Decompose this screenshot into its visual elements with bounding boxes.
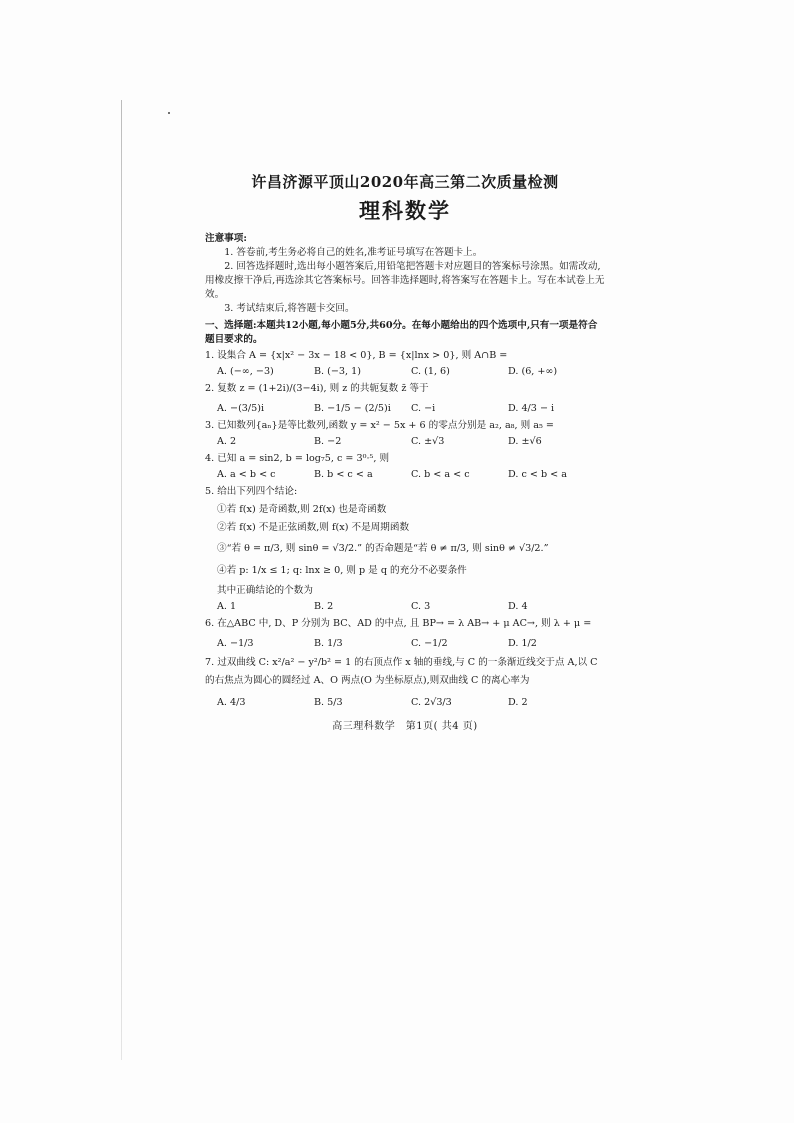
question-1 <box>205 349 605 379</box>
question-options <box>205 402 605 416</box>
option-c: C. 2√3/3 <box>411 697 452 709</box>
exam-page <box>205 170 605 735</box>
question-7 <box>205 654 605 710</box>
section-heading: 一、选择题:本题共12小题,每小题5分,共60分。在每小题给出的四个选项中,只有一项是符合题目要求的。 <box>205 319 598 345</box>
option-a: A. −1/3 <box>217 637 254 649</box>
option-a: A. 2 <box>217 435 237 447</box>
question-stem: 5. 给出下列四个结论: <box>205 485 298 497</box>
question-options <box>205 468 605 482</box>
option-a: A. a < b < c <box>217 468 276 480</box>
question-stem: 1. 设集合 A = {x|x² − 3x − 18 < 0}, B = {x|lnx > 0}, 则 A∩B = <box>205 350 508 362</box>
option-a: A. (−∞, −3) <box>217 366 274 378</box>
conclusion-item: ④若 p: 1/x ≤ 1; q: lnx ≥ 0, 则 p 是 q 的充分不必要条件 <box>217 565 467 577</box>
option-b: B. (−3, 1) <box>314 366 361 378</box>
conclusion-item: ②若 f(x) 不是正弦函数,则 f(x) 不是周期函数 <box>217 521 410 533</box>
question-options <box>205 637 605 651</box>
exam-title: 许昌济源平顶山2020年高三第二次质量检测 <box>251 173 559 191</box>
option-d: D. 4/3 − i <box>508 403 555 415</box>
question-options <box>205 365 605 379</box>
option-d: D. 1/2 <box>508 637 537 649</box>
question-6 <box>205 617 605 651</box>
question-options <box>205 435 605 449</box>
notice-item: 2. 回答选择题时,选出每小题答案后,用铅笔把答题卡对应题目的答案标号涂黑。如需改动,用橡皮擦干净后,再选涂其它答案标号。回答非选择题时,将答案写在答题卡上。写在本试卷上无效。 <box>205 261 605 300</box>
option-b: B. b < c < a <box>314 468 373 480</box>
option-d: D. ±√6 <box>508 435 542 447</box>
option-c: C. (1, 6) <box>411 366 450 378</box>
question-stem: 4. 已知 a = sin2, b = log₇5, c = 3⁰·⁵, 则 <box>205 452 390 464</box>
question-5 <box>205 485 605 614</box>
question-3 <box>205 419 605 449</box>
option-d: D. 2 <box>508 697 528 709</box>
question-stem: 2. 复数 z = (1+2i)/(3−4i), 则 z 的共轭复数 z̄ 等于 <box>205 383 429 395</box>
option-d: D. c < b < a <box>508 468 567 480</box>
option-b: B. −1/5 − (2/5)i <box>314 403 391 415</box>
option-c: C. 3 <box>411 601 431 613</box>
option-c: C. ±√3 <box>411 435 445 447</box>
notice-section <box>205 232 605 315</box>
conclusion-item: ①若 f(x) 是奇函数,则 2f(x) 也是奇函数 <box>217 503 387 515</box>
option-a: A. 4/3 <box>217 697 246 709</box>
question-2 <box>205 382 605 416</box>
option-c: C. −i <box>411 403 436 415</box>
question-options <box>205 696 605 710</box>
scan-speck <box>168 112 170 114</box>
option-d: D. 4 <box>508 601 528 613</box>
page-footer: 高三理科数学 第1页( 共4 页) <box>332 721 478 733</box>
question-stem: 7. 过双曲线 C: x²/a² − y²/b² = 1 的右顶点作 x 轴的垂线,与 C 的一条渐近线交于点 A,以 C 的右焦点为圆心的圆经过 A、O 两点(O 为坐标原点),则双曲线 C 的离心率为 <box>205 656 598 687</box>
question-stem: 3. 已知数列{aₙ}是等比数列,函数 y = x² − 5x + 6 的零点分别是 a₂, a₈, 则 a₅ = <box>205 420 554 432</box>
exam-subject: 理科数学 <box>359 197 451 223</box>
option-b: B. −2 <box>314 435 342 447</box>
question-stem: 6. 在△ABC 中, D、P 分别为 BC、AD 的中点, 且 BP→ = λ AB→ + μ AC→, 则 λ + μ = <box>205 618 592 630</box>
conclusion-item: ③“若 θ = π/3, 则 sinθ = √3/2.” 的否命题是“若 θ ≠ π/3, 则 sinθ ≠ √3/2.” <box>217 543 549 555</box>
option-a: A. −(3/5)i <box>217 403 265 415</box>
notice-heading: 注意事项: <box>205 233 247 245</box>
option-c: C. −1/2 <box>411 637 448 649</box>
question-4 <box>205 452 605 482</box>
option-a: A. 1 <box>217 601 237 613</box>
option-d: D. (6, +∞) <box>508 366 558 378</box>
question-tail: 其中正确结论的个数为 <box>217 585 313 597</box>
notice-item: 3. 考试结束后,将答题卡交回。 <box>224 302 355 314</box>
scan-margin-line <box>121 100 122 1060</box>
question-options <box>205 600 605 614</box>
option-b: B. 5/3 <box>314 697 343 709</box>
notice-item: 1. 答卷前,考生务必将自己的姓名,准考证号填写在答题卡上。 <box>224 247 483 259</box>
option-b: B. 2 <box>314 601 334 613</box>
option-c: C. b < a < c <box>411 468 470 480</box>
option-b: B. 1/3 <box>314 637 343 649</box>
